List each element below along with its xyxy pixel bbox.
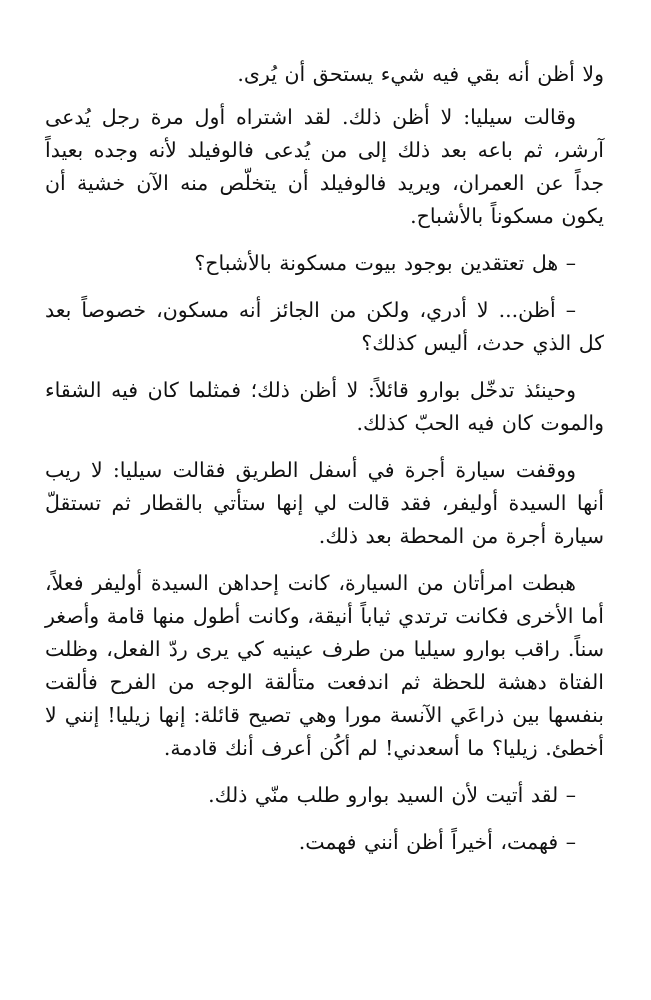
paragraph-3: وحينئذ تدخّل بوارو قائلاً: لا أظن ذلك؛ فمثلما كان فيه الشقاء والموت كان فيه الحبّ كذلك. [45,378,604,435]
dialogue-line-2: – أظن... لا أدري، ولكن من الجائز أنه مسكون، خصوصاً بعد كل الذي حدث، أليس كذلك؟ [45,298,604,355]
dialogue-line-1: – هل تعتقدين بوجود بيوت مسكونة بالأشباح؟ [194,251,576,275]
dialogue-line-3: – لقد أتيت لأن السيد بوارو طلب منّي ذلك. [208,783,576,807]
paragraph-4: ووقفت سيارة أجرة في أسفل الطريق فقالت سيليا: لا ريب أنها السيدة أوليفر، فقد قالت لي إنها ستأتي بالقطار ثم تستقلّ سيارة أجرة من المحطة بعد ذلك. [45,458,604,548]
paragraph-1: ولا أظن أنه بقي فيه شيء يستحق أن يُرى. [237,62,604,86]
dialogue-line-4: – فهمت، أخيراً أظن أنني فهمت. [298,830,576,854]
paragraph-2: وقالت سيليا: لا أظن ذلك. لقد اشتراه أول مرة رجل يُدعى آرشر، ثم باعه بعد ذلك إلى من يُدعى فالوفيلد لأنه وجده بعيداً جداً عن العمران، ويريد فالوفيلد أن يتخلّص منه الآن خشية أن يكون مسكوناً بالأشباح. [45,105,604,228]
paragraph-5: هبطت امرأتان من السيارة، كانت إحداهن السيدة أوليفر فعلاً، أما الأخرى فكانت ترتدي ثياباً أنيقة، وكانت أطول منها قامة وأصغر سناً. راقب بوارو سيليا من طرف عينيه كي يرى ردّ الفعل، وظلت الفتاة دهشة للحظة ثم اندفعت متألقة الوجه من الفرح فألقت بنفسها بين ذراعَي الآنسة مورا وهي تصيح قائلة: إنها زيليا! إنني لا أخطئ. زيليا؟ ما أسعدني! لم أكُن أعرف أنك قادمة. [45,571,604,760]
